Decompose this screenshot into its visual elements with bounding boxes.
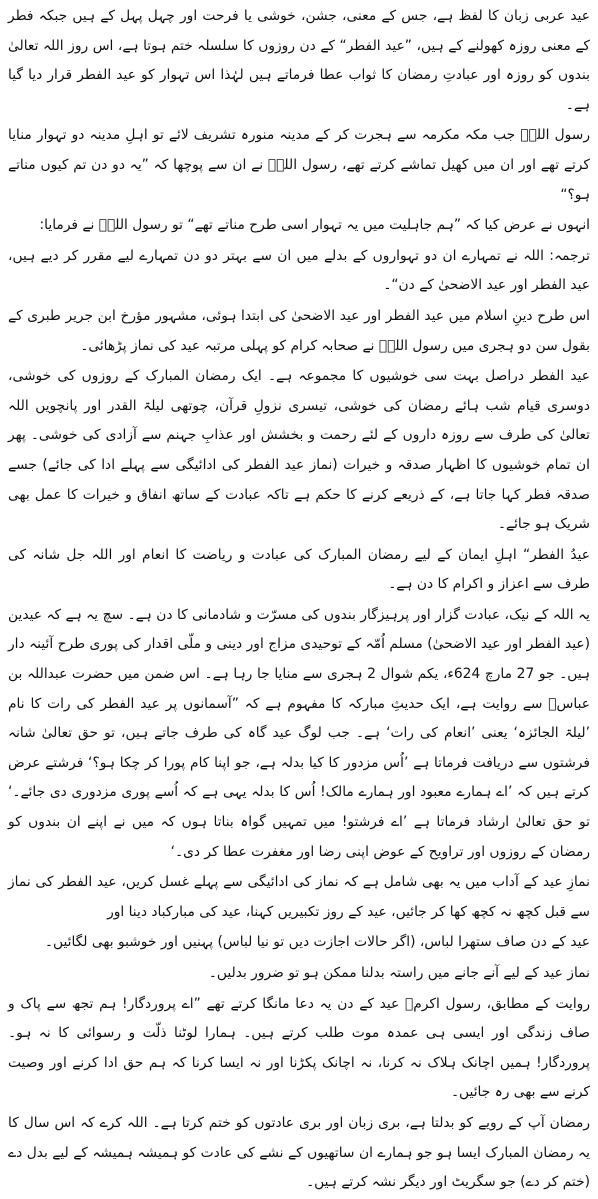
- paragraph-collection-of-joys: عید الفطر دراصل بہت سی خوشیوں کا مجموعہ ہے۔ ایک رمضان المبارک کے روزوں کی خوشی، دوسری قیام شب ہائے رمضان کی خوشی، تیسری نزولِ قرآن، چوتھی لیلۃ القدر اور پانچویں اللہ تعالیٰ کی طرف سے روزہ داروں کے لئے رحمت و بخشش اور عذابِ جہنم سے آزادی کی خوشی۔ پھر ان تمام خوشیوں کا اظہار صدقہ و خیرات (نماز عید الفطر کی ادائیگی سے پہلے ادا کی جائے) جسے صدقہ فطر کہا جاتا ہے، کے ذریعے کرنے کا حکم ہے تاکہ عبادت کے ساتھ انفاق و خیرات کا عمل بھی شریک ہو جائے۔: [8, 368, 590, 533]
- paragraph-beginning-of-eid: اس طرح دینِ اسلام میں عید الفطر اور عید الاضحیٰ کی ابتدا ہوئی، مشہور مؤرخ ابن جریر طبری کے بقول سن دو ہجری میں رسول اللہؐ نے صحابہ کرام کو پہلی مرتبہ عید کی نماز پڑھائی۔: [8, 307, 590, 354]
- paragraph-jahiliyyah-reply: انہوں نے عرض کیا کہ ”ہم جاہلیت میں یہ تہوار اسی طرح مناتے تھے“ تو رسول اللہؐ نے فرمایا:: [39, 217, 590, 234]
- paragraph-prophet-dua: روایت کے مطابق، رسول اکرمؐ عید کے دن یہ دعا مانگا کرتے تھے ”اے پروردگار! ہم تجھ سے پاک و صاف زندگی اور ایسی ہی عمدہ موت طلب کرتے ہیں۔ ہمارا لوٹنا ذلّت و رسوائی کا نہ ہو۔ پروردگار! ہمیں اچانک ہلاک نہ کرنا، نہ اچانک پکڑنا اور نہ ایسا کرنا کہ ہم حق ادا کرنے اور وصیت کرنے سے بھی رہ جائیں۔: [8, 995, 590, 1101]
- paragraph-etiquettes: نمازِ عید کے آداب میں یہ بھی شامل ہے کہ نماز کی ادائیگی سے پہلے غسل کریں، عید الفطر کی نماز سے قبل کچھ نہ کچھ کھا کر جائیں، عید کے روز تکبیریں کہنا، عید کی مبارکباد دینا اور: [8, 874, 590, 920]
- paragraph-translation: ترجمہ: اللہ نے تمہارے ان دو تہواروں کے بدلے میں ان سے بہتر دو دن تمہارے لیے مقرر کر دیے ہیں، عید الفطر اور عید الاضحیٰ کے دن“۔: [8, 247, 590, 294]
- paragraph-clean-clothes: عید کے دن صاف ستھرا لباس، (اگر حالات اجازت دیں تو نیا لباس) پہنیں اور خوشبو بھی لگائیں۔: [44, 934, 590, 951]
- paragraph-eid-meaning: عید عربی زبان کا لفظ ہے، جس کے معنی، جشن، خوشی یا فرحت اور چہل پہل کے ہیں جبکہ فطر کے معنی روزہ کھولنے کے ہیں، ”عید الفطر“ کے دن روزوں کا سلسلہ ختم ہوتا ہے، اس روز اللہ تعالیٰ بندوں کو روزہ اور عبادتِ رمضان کا ثواب عطا فرماتے ہیں لہٰذا اس تہوار کو عید الفطر قرار دیا گیا ہے۔: [8, 8, 590, 113]
- paragraph-reward-of-ramadan: عیدُ الفطر“ اہلِ ایمان کے لیے رمضان المبارک کی عبادت و ریاضت کا انعام اور اللہ جل شانہ کی طرف سے اعزاز و اکرام کا دن ہے۔: [8, 546, 590, 593]
- paragraph-hijrah-madina: رسول اللہؐ جب مکہ مکرمہ سے ہجرت کر کے مدینہ منورہ تشریف لائے تو اہلِ مدینہ دو تہوار منایا کرتے تھے اور ان میں کھیل تماشے کرتے تھے، رسول اللہؐ نے ان سے پوچھا کہ ”یہ دو دن تم کیوں مناتے ہو؟“: [8, 127, 590, 203]
- paragraph-day-of-joy: یہ اللہ کے نیک، عبادت گزار اور پرہیزگار بندوں کی مسرّت و شادمانی کا دن ہے۔ سچ یہ ہے کہ عیدین (عید الفطر اور عید الاضحیٰ) مسلم اُمّہ کے توحیدی مزاج اور دینی و ملّی اقدار کی پوری طرح آئینہ دار ہیں۔ جو 27 مارچ 624ء، یکم شوال 2 ہجری سے منایا جا رہا ہے۔ اس ضمن میں حضرت عبداللہ بن عباسؓ سے روایت ہے، ایک حدیثِ مبارکہ کا مفہوم ہے کہ ”آسمانوں پر عید الفطر کی رات کا نام ’لیلۃ الجائزہ‘ یعنی ’انعام کی رات‘ ہے۔ جب لوگ عید گاہ کی طرف جاتے ہیں، تو حق تعالیٰ شانہ فرشتوں سے دریافت فرماتا ہے ’اُس مزدور کا کیا بدلہ ہے، جو اپنا کام پورا کر چکا ہو؟‘ فرشتے عرض کرتے ہیں کہ ’اے ہمارے معبود اور ہمارے مالک! اُس کا بدلہ یہی ہے کہ اُسے پوری مزدوری دی جائے۔‘ تو حق تعالیٰ ارشاد فرماتا ہے ’اے فرشتو! میں تمہیں گواہ بناتا ہوں کہ میں نے اپنے ان بندوں کو رمضان کے روزوں اور تراویح کے عوض اپنی رضا اور مغفرت عطا کر دی۔‘: [8, 606, 590, 860]
- paragraph-change-route: نماز عید کے لیے آنے جانے میں راستہ بدلنا ممکن ہو تو ضرور بدلیں۔: [208, 965, 590, 981]
- paragraph-ramadan-changes-behaviour: رمضان آپ کے رویے کو بدلتا ہے، بری زبان اور بری عادتوں کو ختم کرتا ہے۔ اللہ کرے کہ اس سال کا یہ رمضان المبارک ایسا ہو جو ہمارے ان ساتھیوں کے نشے کی عادت کو ہمیشہ ہمیشہ کے لیے بدل دے (ختم کر دے) جو سگریٹ اور دیگر نشہ کرتے ہیں۔: [8, 1114, 590, 1191]
